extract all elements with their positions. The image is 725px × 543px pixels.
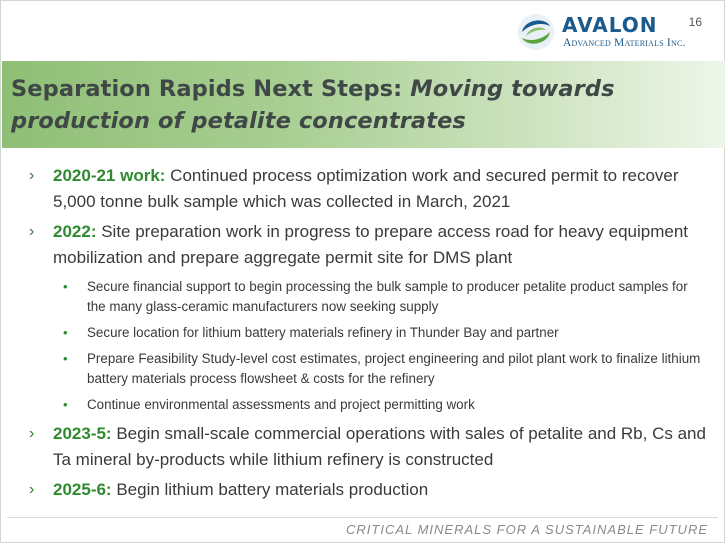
- chevron-right-icon: ›: [29, 425, 35, 442]
- slide-title: [11, 73, 711, 137]
- bullet-dot-icon: •: [63, 397, 68, 412]
- bullet-lead: 2025-6:: [53, 480, 112, 499]
- sub-bullet-item: [29, 349, 709, 389]
- title-plain: Separation Rapids Next Steps:: [11, 76, 411, 102]
- bullet-text: Begin lithium battery materials production: [111, 480, 429, 499]
- avalon-swirl-logo-icon: [516, 12, 556, 52]
- title-italic: Moving towards production of petalite concentrates: [11, 76, 615, 134]
- footer-tagline: CRITICAL MINERALS FOR A SUSTAINABLE FUTURE: [346, 522, 708, 537]
- sub-bullet-text: Prepare Feasibility Study-level cost estimates, project engineering and pilot plant work to finalize lithium battery materials process flowsheet & costs for the refinery: [87, 351, 701, 386]
- chevron-right-icon: ›: [29, 167, 35, 184]
- bullet-text: Begin small-scale commercial operations with sales of petalite and Rb, Cs and Ta mineral by-products while lithium refinery is constructed: [53, 424, 706, 469]
- bullet-item: [29, 219, 709, 271]
- page-number: 16: [688, 15, 702, 29]
- sub-bullet-text: Secure location for lithium battery materials refinery in Thunder Bay and partner: [87, 325, 559, 340]
- logo-subtitle: Advanced Materials Inc.: [563, 37, 686, 49]
- bullet-lead: 2020-21 work:: [53, 166, 166, 185]
- sub-bullet-item: [29, 323, 709, 343]
- chevron-right-icon: ›: [29, 481, 35, 498]
- bullet-lead: 2023-5:: [53, 424, 112, 443]
- bullet-text: Site preparation work in progress to prepare access road for heavy equipment mobilization and prepare aggregate permit site for DMS plant: [53, 222, 689, 267]
- bullet-dot-icon: •: [63, 325, 68, 340]
- sub-bullet-text: Secure financial support to begin processing the bulk sample to producer petalite product samples for the many glass-ceramic manufacturers now seeking supply: [87, 279, 688, 314]
- company-logo: [516, 11, 696, 53]
- sub-bullet-item: [29, 277, 709, 317]
- bullet-dot-icon: •: [63, 279, 68, 294]
- bullet-list: [29, 163, 709, 503]
- bullet-lead: 2022:: [53, 222, 97, 241]
- bullet-text: Continued process optimization work and secured permit to recover 5,000 tonne bulk sample which was collected in March, 2021: [53, 166, 679, 211]
- bullet-item: [29, 477, 709, 503]
- sub-bullet-text: Continue environmental assessments and project permitting work: [87, 397, 475, 412]
- bullet-dot-icon: •: [63, 351, 68, 366]
- sub-bullet-item: [29, 395, 709, 415]
- footer-divider: [7, 517, 718, 518]
- bullet-item: [29, 421, 709, 473]
- chevron-right-icon: ›: [29, 223, 35, 240]
- bullet-item: [29, 163, 709, 215]
- logo-name: AVALON: [562, 13, 658, 37]
